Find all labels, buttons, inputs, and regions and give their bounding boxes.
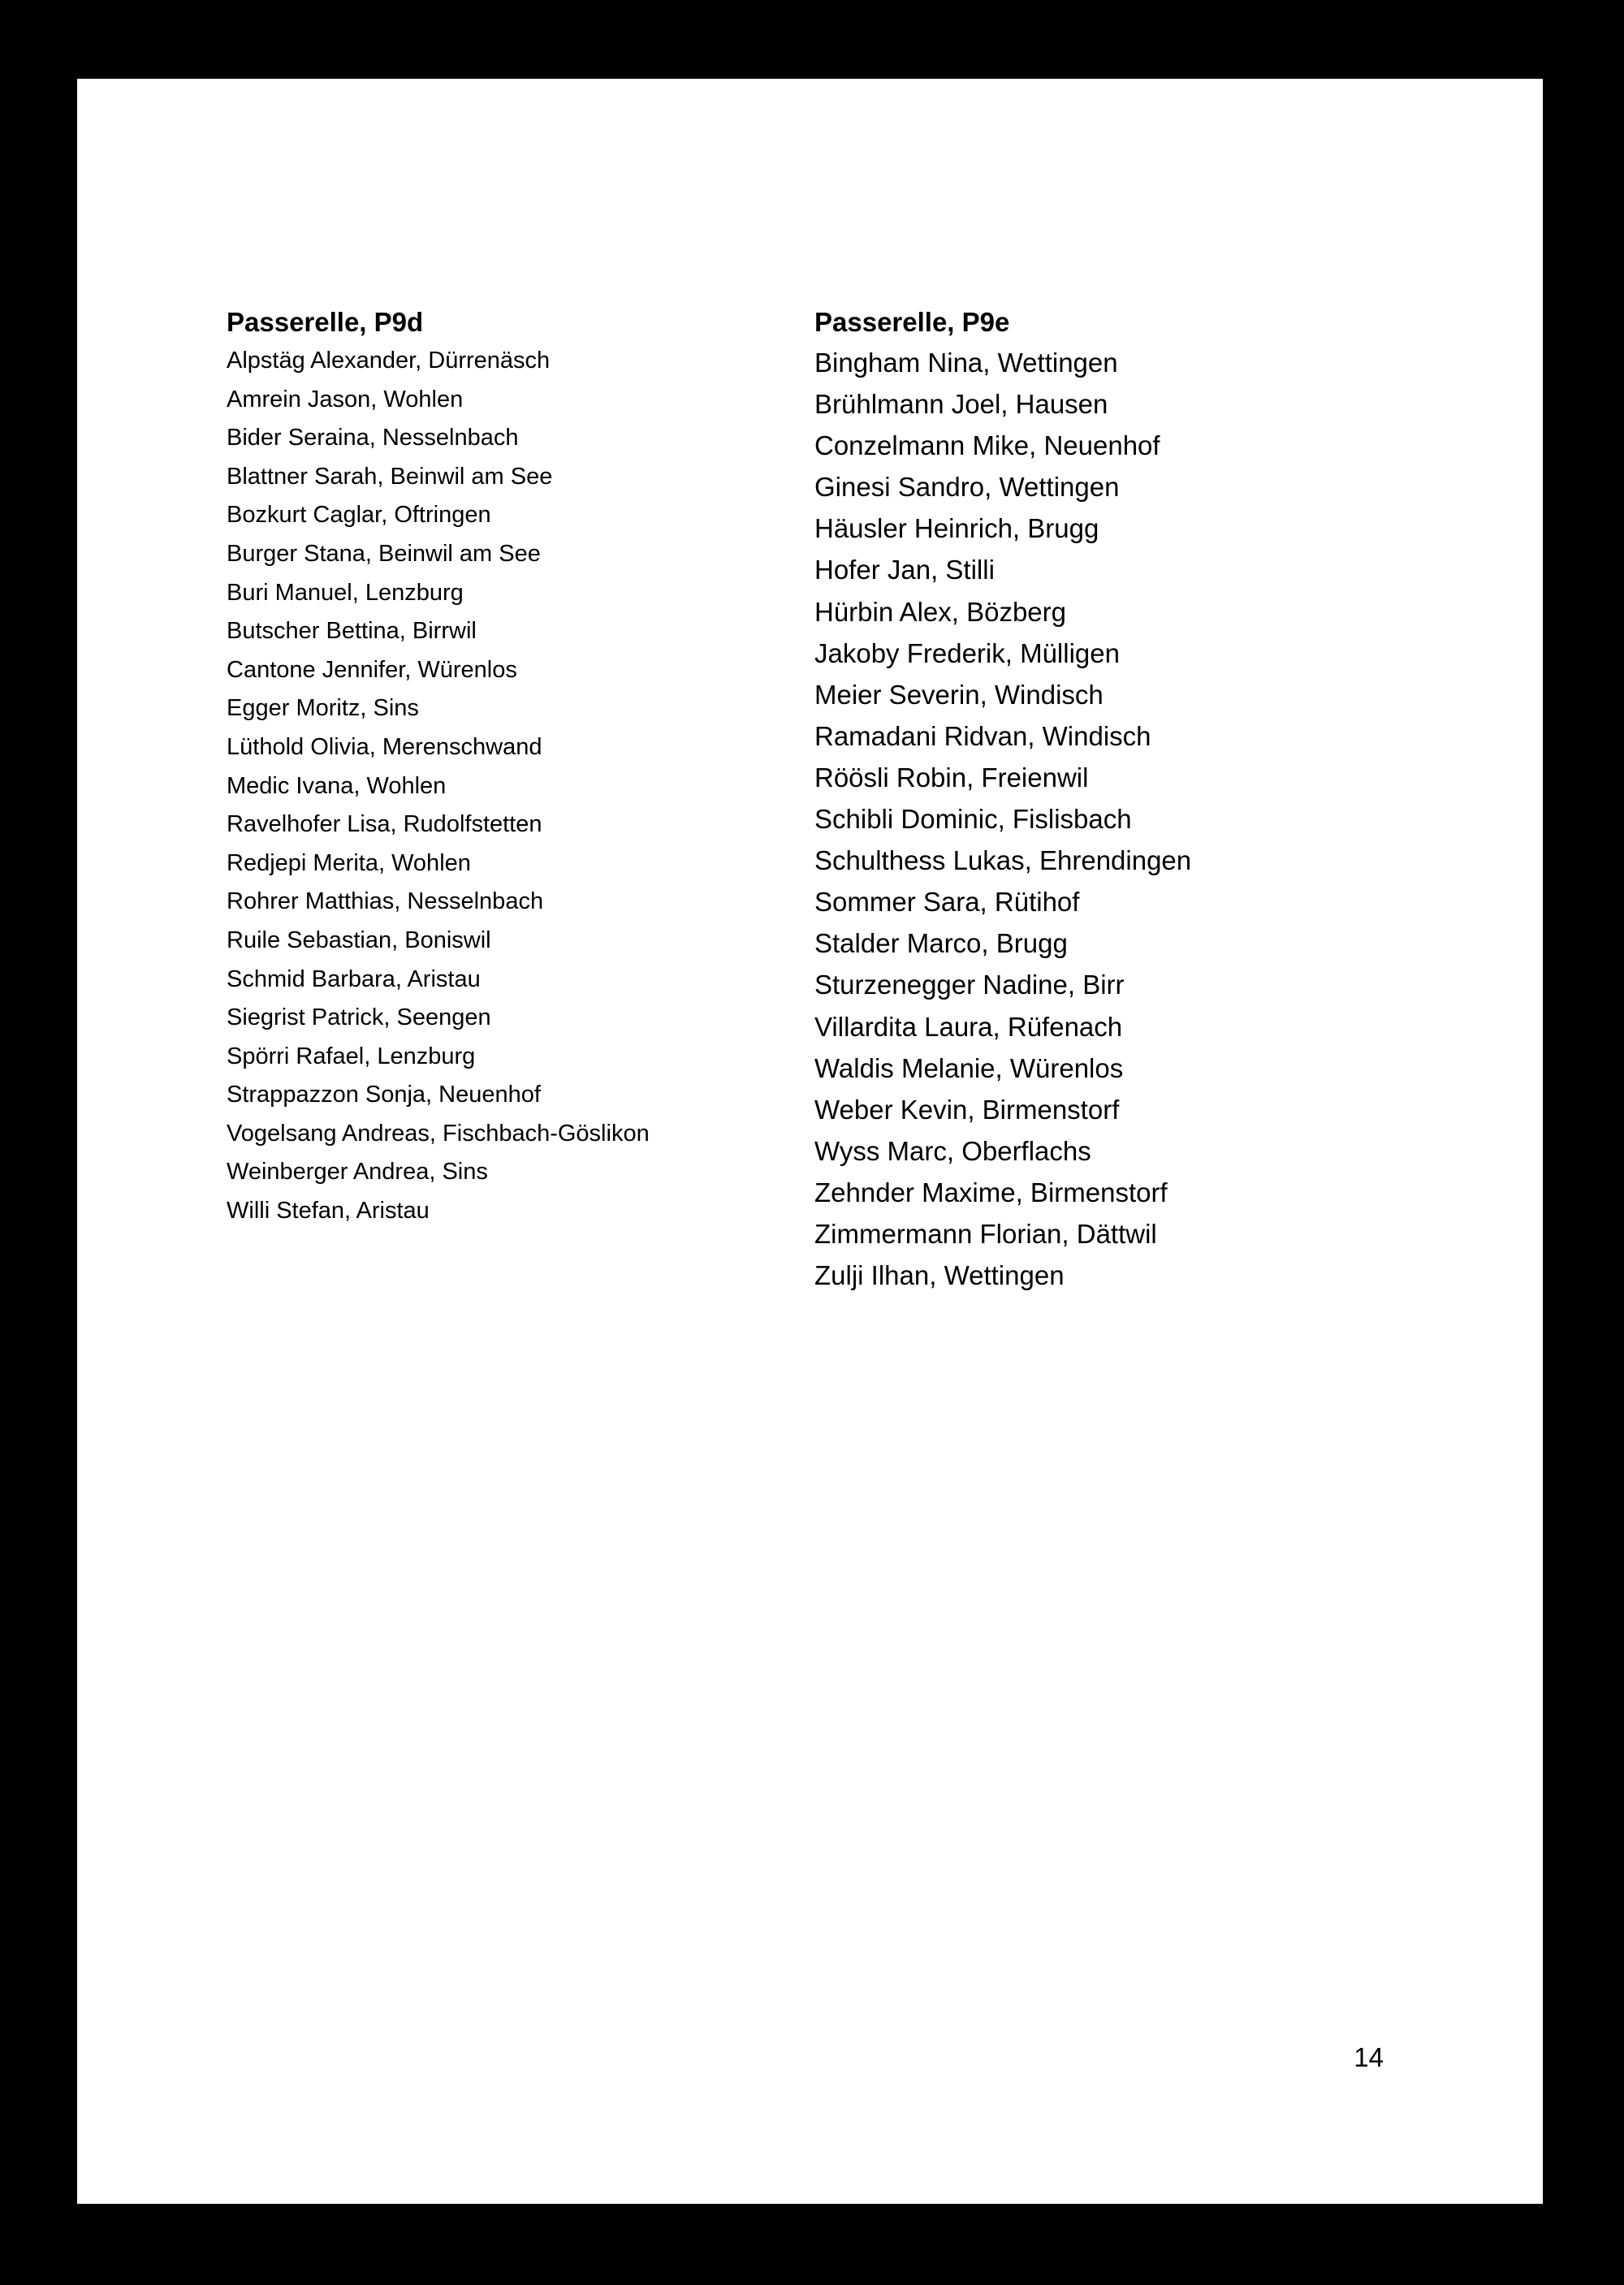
list-item: Ravelhofer Lisa, Rudolfstetten <box>227 811 542 838</box>
list-item: Medic Ivana, Wohlen <box>227 772 447 799</box>
list-item: Ginesi Sandro, Wettingen <box>814 472 1120 503</box>
list-item: Conzelmann Mike, Neuenhof <box>814 430 1160 461</box>
list-item: Villardita Laura, Rüfenach <box>814 1011 1123 1042</box>
list-item: Weinberger Andrea, Sins <box>227 1159 488 1186</box>
list-item: Butscher Bettina, Birrwil <box>227 618 477 645</box>
page-number: 14 <box>1354 2042 1384 2072</box>
list-item: Rohrer Matthias, Nesselnbach <box>227 888 544 915</box>
class-heading-p9e: Passerelle, P9e <box>814 307 1010 337</box>
list-item: Waldis Melanie, Würenlos <box>814 1052 1124 1083</box>
list-item: Weber Kevin, Birmenstorf <box>814 1094 1120 1125</box>
list-item: Bingham Nina, Wettingen <box>814 348 1118 378</box>
list-item: Schibli Dominic, Fislisbach <box>814 804 1132 835</box>
list-item: Cantone Jennifer, Würenlos <box>227 656 517 683</box>
list-item: Zehnder Maxime, Birmenstorf <box>814 1177 1168 1207</box>
list-item: Strappazzon Sonja, Neuenhof <box>227 1082 541 1108</box>
list-item: Buri Manuel, Lenzburg <box>227 579 464 606</box>
list-item: Redjepi Merita, Wohlen <box>227 849 471 876</box>
student-list-p9e <box>814 342 1432 1296</box>
list-item: Burger Stana, Beinwil am See <box>227 540 541 567</box>
list-item: Sommer Sara, Rütihof <box>814 887 1080 918</box>
list-item: Siegrist Patrick, Seengen <box>227 1004 491 1031</box>
list-item: Häusler Heinrich, Brugg <box>814 513 1099 544</box>
list-item: Hofer Jan, Stilli <box>814 555 995 585</box>
list-item: Alpstäg Alexander, Dürrenäsch <box>227 348 551 374</box>
list-item: Schulthess Lukas, Ehrendingen <box>814 845 1192 876</box>
list-item: Lüthold Olivia, Merenschwand <box>227 733 542 760</box>
list-item: Blattner Sarah, Beinwil am See <box>227 463 553 490</box>
document-page <box>77 79 1543 2204</box>
class-list-p9d <box>227 303 787 1231</box>
list-item: Brühlmann Joel, Hausen <box>814 389 1108 420</box>
student-list-p9d <box>227 342 787 1231</box>
list-item: Egger Moritz, Sins <box>227 695 419 722</box>
list-item: Zulji Ilhan, Wettingen <box>814 1260 1065 1291</box>
list-item: Ramadani Ridvan, Windisch <box>814 720 1151 751</box>
list-item: Willi Stefan, Aristau <box>227 1198 430 1225</box>
list-item: Bozkurt Caglar, Oftringen <box>227 502 491 529</box>
list-item: Amrein Jason, Wohlen <box>227 386 464 413</box>
list-item: Bider Seraina, Nesselnbach <box>227 425 519 451</box>
class-heading-p9d: Passerelle, P9d <box>227 307 424 337</box>
class-list-p9e <box>814 303 1432 1296</box>
list-item: Schmid Barbara, Aristau <box>227 965 481 992</box>
list-item: Vogelsang Andreas, Fischbach-Göslikon <box>227 1120 650 1147</box>
list-item: Spörri Rafael, Lenzburg <box>227 1043 476 1069</box>
list-item: Stalder Marco, Brugg <box>814 928 1068 959</box>
list-item: Ruile Sebastian, Boniswil <box>227 927 491 953</box>
list-item: Wyss Marc, Oberflachs <box>814 1135 1091 1166</box>
list-item: Sturzenegger Nadine, Birr <box>814 970 1125 1000</box>
list-item: Zimmermann Florian, Dättwil <box>814 1218 1157 1249</box>
list-item: Hürbin Alex, Bözberg <box>814 596 1067 627</box>
list-item: Röösli Robin, Freienwil <box>814 762 1089 793</box>
list-item: Meier Severin, Windisch <box>814 679 1104 710</box>
list-item: Jakoby Frederik, Mülligen <box>814 637 1120 668</box>
